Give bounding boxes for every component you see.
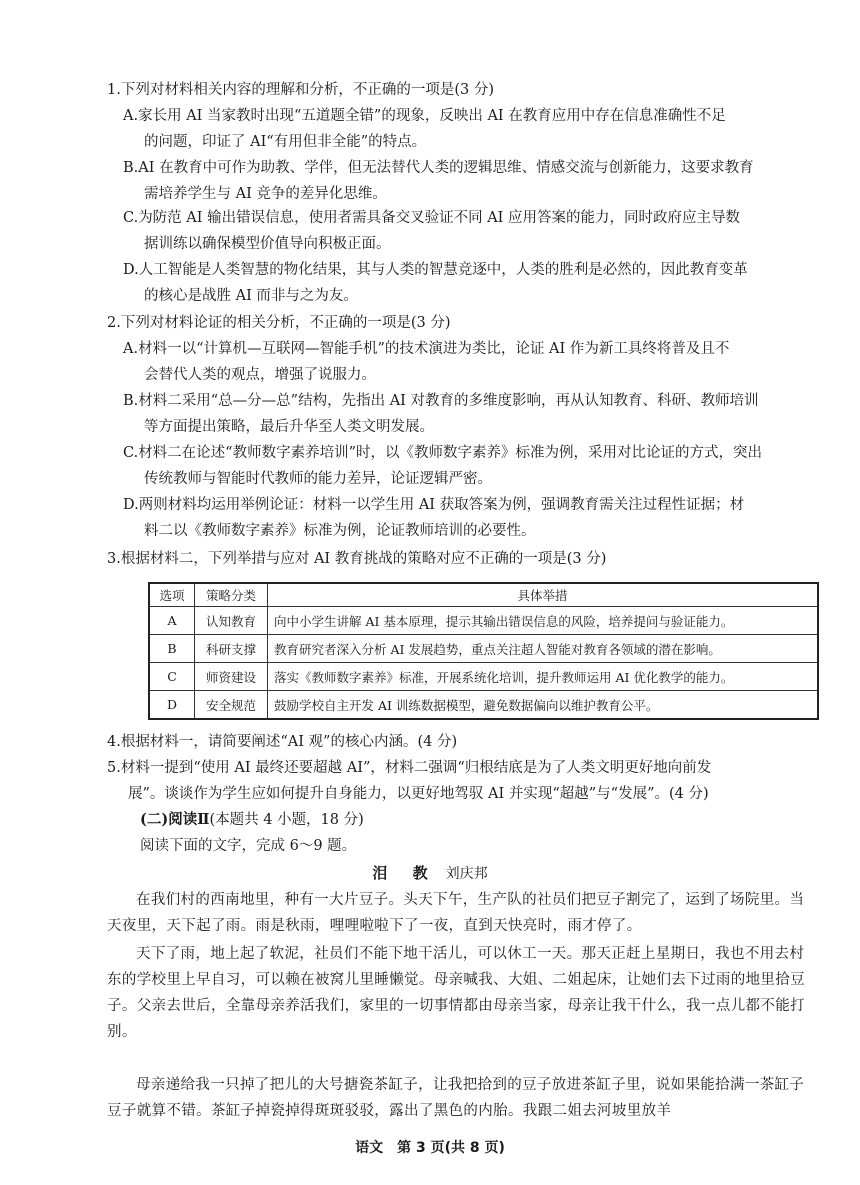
table-cell-option: C bbox=[149, 663, 195, 691]
table-cell-measure: 教育研究者深入分析 AI 发展趋势，重点关注超人智能对教育各领域的潜在影响。 bbox=[268, 635, 819, 663]
question-2-option-d bbox=[123, 492, 816, 544]
option-label: A. bbox=[123, 108, 139, 124]
option-label: B. bbox=[123, 393, 139, 409]
question-5-line-2: 展”。谈谈作为学生应如何提升自身能力，以更好地驾驭 AI 并实现“超越”与“发展”。(4 分) bbox=[128, 786, 709, 802]
table-row bbox=[149, 607, 818, 635]
story-paragraph-2: 天下了雨，地上起了软泥，社员们不能下地干活儿，可以休工一天。那天正赶上星期日，我也不用去村东的学校里上早自习，可以赖在被窝儿里睡懒觉。母亲喊我、大姐、二姐起床，让她们去下过雨的地里拾豆子。父亲去世后，全靠母亲养活我们，家里的一切事情都由母亲当家，母亲让我干什么，我一点儿都不能打别。 bbox=[107, 946, 805, 1040]
option-text: 两则材料均运用举例论证：材料一以学生用 AI 获取答案为例，强调教育需关注过程性证据；材 bbox=[138, 497, 745, 513]
option-label: D. bbox=[123, 497, 139, 513]
table-cell-option: D bbox=[149, 691, 195, 720]
question-1-option-d bbox=[123, 257, 816, 309]
table-cell-category: 安全规范 bbox=[195, 691, 268, 720]
option-label: B. bbox=[123, 160, 139, 176]
option-text-continued: 会替代人类的观点，增强了说服力。 bbox=[144, 367, 376, 383]
section-note: (本题共 4 小题，18 分) bbox=[209, 812, 364, 828]
option-text-continued: 据训练以确保模型价值导向积极正面。 bbox=[144, 236, 391, 252]
table-cell-measure: 向中小学生讲解 AI 基本原理，提示其输出错误信息的风险，培养提问与验证能力。 bbox=[268, 607, 819, 635]
table-cell-measure: 鼓励学校自主开发 AI 训练数据模型，避免数据偏向以维护教育公平。 bbox=[268, 691, 819, 720]
option-label: D. bbox=[123, 262, 139, 278]
table-cell-category: 认知教育 bbox=[195, 607, 268, 635]
question-1-option-c bbox=[123, 205, 816, 257]
page-footer: 语文 第 3 页(共 8 页) bbox=[355, 1140, 505, 1156]
section-heading bbox=[140, 807, 364, 833]
option-text: 材料一以“计算机—互联网—智能手机”的技术演进为类比，论证 AI 作为新工具终将普及且不 bbox=[138, 341, 730, 357]
option-text-continued: 的核心是战胜 AI 而非与之为友。 bbox=[144, 288, 358, 304]
option-text-continued: 的问题，印证了 AI“有用但非全能”的特点。 bbox=[144, 134, 427, 150]
option-label: C. bbox=[123, 210, 139, 226]
strategy-table bbox=[148, 582, 819, 720]
table-cell-option: B bbox=[149, 635, 195, 663]
story-author: 刘庆邦 bbox=[445, 866, 488, 882]
question-4: 4.根据材料一，请简要阐述“AI 观”的核心内涵。(4 分) bbox=[107, 734, 458, 750]
option-text-continued: 需培养学生与 AI 竞争的差异化思维。 bbox=[144, 186, 387, 202]
option-text-continued: 料二以《教师数字素养》标准为例，论证教师培训的必要性。 bbox=[144, 523, 536, 539]
option-text: AI 在教育中可作为助教、学伴，但无法替代人类的逻辑思维、情感交流与创新能力，这要求教育 bbox=[138, 160, 754, 176]
table-header-category: 策略分类 bbox=[195, 583, 268, 607]
table-row bbox=[149, 663, 818, 691]
table-row bbox=[149, 635, 818, 663]
option-text: 人工智能是人类智慧的物化结果，其与人类的智慧竞逐中，人类的胜利是必然的，因此教育变革 bbox=[138, 262, 748, 278]
section-title: (二)阅读Ⅱ bbox=[140, 811, 210, 828]
option-text: 材料二在论述“教师数字素养培训”时，以《教师数字素养》标准为例，采用对比论证的方式，突出 bbox=[138, 445, 763, 461]
question-1-option-a bbox=[123, 103, 816, 155]
question-2-option-c bbox=[123, 440, 816, 492]
story-paragraph-1: 在我们村的西南地里，种有一大片豆子。头天下午，生产队的社员们把豆子割完了，运到了场院里。当天夜里，天下起了雨。雨是秋雨，哩哩啦啦下了一夜，直到天快亮时，雨才停了。 bbox=[107, 892, 805, 934]
table-header-row bbox=[149, 583, 818, 607]
story-title-text: 泪 教 bbox=[372, 864, 438, 882]
section-instruction: 阅读下面的文字，完成 6～9 题。 bbox=[140, 838, 357, 854]
question-1-stem: 1.下列对材料相关内容的理解和分析，不正确的一项是(3 分) bbox=[107, 82, 494, 98]
option-label: A. bbox=[123, 341, 139, 357]
question-2-option-b bbox=[123, 388, 816, 440]
question-2-stem: 2.下列对材料论证的相关分析，不正确的一项是(3 分) bbox=[107, 315, 451, 331]
table-row bbox=[149, 691, 818, 720]
option-text-continued: 传统教师与智能时代教师的能力差异，论证逻辑严密。 bbox=[144, 471, 492, 487]
question-1-option-b bbox=[123, 155, 816, 207]
table-header-measure: 具体举措 bbox=[268, 583, 819, 607]
table-cell-measure: 落实《教师数字素养》标准，开展系统化培训，提升教师运用 AI 优化教学的能力。 bbox=[268, 663, 819, 691]
question-3-stem: 3.根据材料二，下列举措与应对 AI 教育挑战的策略对应不正确的一项是(3 分) bbox=[107, 551, 607, 567]
option-text: 为防范 AI 输出错误信息，使用者需具备交叉验证不同 AI 应用答案的能力，同时政府应主导数 bbox=[138, 210, 741, 226]
table-header-option: 选项 bbox=[149, 583, 195, 607]
question-5 bbox=[107, 755, 817, 807]
story-paragraph-3: 母亲递给我一只掉了把儿的大号搪瓷茶缸子，让我把拾到的豆子放进茶缸子里，说如果能拾满一茶缸子豆子就算不错。茶缸子掉瓷掉得斑斑驳驳，露出了黑色的内胎。我跟二姐去河坡里放羊 bbox=[107, 1077, 805, 1119]
question-2-option-a bbox=[123, 336, 816, 388]
option-text-continued: 等方面提出策略，最后升华至人类文明发展。 bbox=[144, 419, 434, 435]
option-text: 材料二采用“总—分—总”结构，先指出 AI 对教育的多维度影响，再从认知教育、科研、教师培训 bbox=[138, 393, 759, 409]
table-cell-category: 科研支撑 bbox=[195, 635, 268, 663]
table-cell-category: 师资建设 bbox=[195, 663, 268, 691]
option-text: 家长用 AI 当家教时出现“五道题全错”的现象，反映出 AI 在教育应用中存在信息准确性不足 bbox=[138, 108, 726, 124]
question-5-line-1: 5.材料一提到“使用 AI 最终还要超越 AI”，材料二强调“归根结底是为了人类文明更好地向前发 bbox=[107, 760, 712, 776]
story-title bbox=[0, 862, 860, 883]
table-cell-option: A bbox=[149, 607, 195, 635]
option-label: C. bbox=[123, 445, 139, 461]
